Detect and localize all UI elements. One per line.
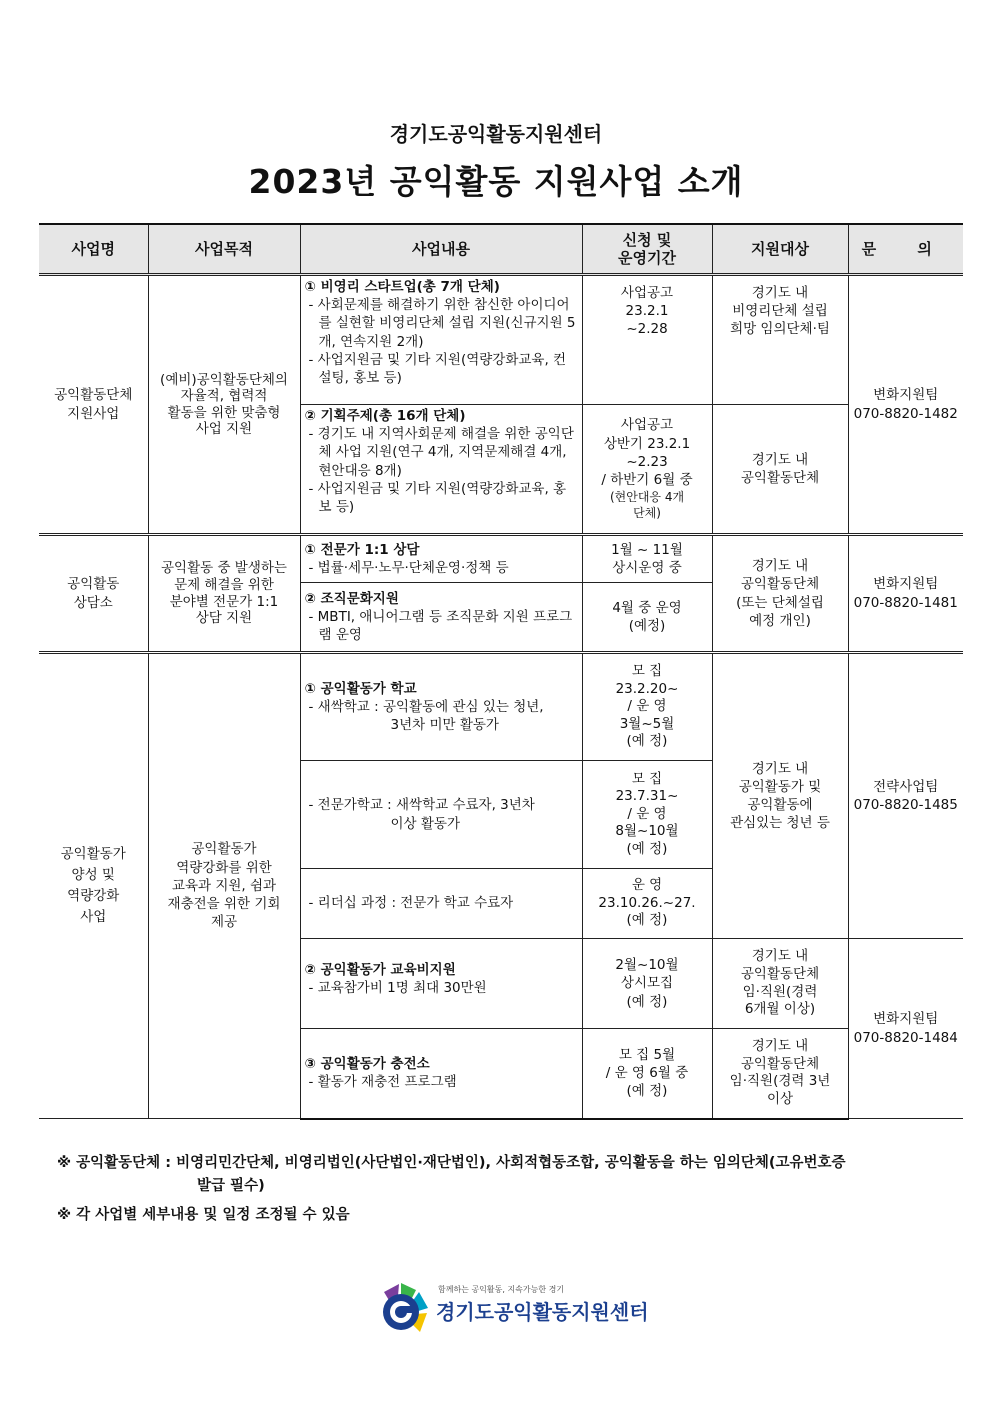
content-title: ② 조직문화지원: [304, 590, 399, 607]
content-line: - 리더십 과정 : 전문가 학교 수료자: [308, 895, 514, 912]
program-name: 공익활동 상담소: [39, 535, 148, 653]
program-target: 경기도 내 공익활동단체 (또는 단체설립 예정 개인): [712, 535, 848, 653]
program-content: [300, 939, 582, 1029]
program-target: 경기도 내 비영리단체 설립 희망 임의단체·팀: [712, 275, 848, 405]
program-period: 2월~10월 상시모집 (예 정): [582, 939, 712, 1029]
table-row: [39, 535, 963, 583]
footnote-schedule-change: ※ 각 사업별 세부내용 및 일정 조정될 수 있음: [57, 1207, 350, 1224]
program-period: 사업공고 23.2.1 ~2.28: [582, 275, 712, 405]
program-contact: 변화지원팀 070-8820-1481: [848, 535, 963, 653]
program-contact: 전략사업팀 070-8820-1485: [848, 653, 963, 939]
program-contact: 변화지원팀 070-8820-1482: [848, 275, 963, 535]
content-title: ② 기획주제(총 16개 단체): [304, 408, 466, 424]
content-line: - 교육참가비 1명 최대 30만원: [308, 980, 487, 997]
program-target: 경기도 내 공익활동단체 임·직원(경력 6개월 이상): [712, 939, 848, 1029]
program-content: [300, 275, 582, 405]
content-line: - 활동가 재충전 프로그램: [308, 1074, 457, 1091]
program-content: [300, 535, 582, 583]
program-content: [300, 869, 582, 939]
content-title: ① 공익활동가 학교: [304, 680, 417, 697]
program-period: 4월 중 운영 (예정): [582, 583, 712, 653]
footnotes: [57, 1152, 957, 1228]
content-title: ① 전문가 1:1 상담: [304, 541, 420, 558]
table-row: [39, 653, 963, 761]
header-name: 사업명: [39, 224, 148, 275]
program-period: 모 집 5월 / 운 영 6월 중 (예 정): [582, 1029, 712, 1119]
program-target: 경기도 내 공익활동단체 임·직원(경력 3년 이상: [712, 1029, 848, 1119]
period-text: 사업공고 상반기 23.2.1 ~2.23 / 하반기 6월 중: [601, 417, 693, 489]
footnote-org-definition-cont: 발급 필수): [197, 1178, 265, 1195]
program-period: 모 집 23.2.20~ / 운 영 3월~5월 (예 정): [582, 653, 712, 761]
header-contact: 문 의: [848, 224, 963, 275]
content-title: ① 비영리 스타트업(총 7개 단체): [304, 279, 500, 295]
header-target: 지원대상: [712, 224, 848, 275]
program-purpose: 공익활동 중 발생하는 문제 해결을 위한 분야별 전문가 1:1 상담 지원: [148, 535, 300, 653]
program-purpose: 공익활동가 역량강화를 위한 교육과 지원, 쉼과 재충전을 위한 기회 제공: [148, 653, 300, 1119]
content-line: - 전문가학교 : 새싹학교 수료자, 3년차: [308, 797, 535, 814]
period-note: (현안대응 4개 단체): [609, 490, 685, 521]
content-line: 3년차 미만 활동가: [390, 717, 499, 734]
program-period: 1월 ~ 11월 상시운영 중: [582, 535, 712, 583]
logo-emblem-icon: [370, 1280, 432, 1340]
program-content: [300, 1029, 582, 1119]
content-line: - 법률·세무·노무·단체운영·정책 등: [308, 560, 509, 576]
program-table: [39, 223, 963, 1120]
program-content: [300, 761, 582, 869]
program-name: 공익활동가 양성 및 역량강화 사업: [39, 653, 148, 1119]
content-line: - MBTI, 애니어그램 등 조직문화 지원 프로그램 운영: [308, 608, 573, 644]
content-line: 이상 활동가: [390, 815, 460, 832]
footnote-org-definition: ※ 공익활동단체 : 비영리민간단체, 비영리법인(사단법인·재단법인), 사회적협동조합, 공익활동을 하는 임의단체(고유번호증: [57, 1155, 846, 1171]
content-line: - 경기도 내 지역사회문제 해결을 위한 공익단체 사업 지원(연구 4개, 지역문제해결 4개, 현안대응 8개): [308, 426, 574, 479]
program-content: [300, 405, 582, 535]
content-line: - 사회문제를 해결하기 위한 참신한 아이디어를 실현할 비영리단체 설립 지원(신규지원 5개, 연속지원 2개): [308, 297, 576, 350]
program-content: [300, 583, 582, 653]
header-period: 신청 및 운영기간: [582, 224, 712, 275]
header-purpose: 사업목적: [148, 224, 300, 275]
program-period: [582, 405, 712, 535]
program-period: 모 집 23.7.31~ / 운 영 8월~10월 (예 정): [582, 761, 712, 869]
page-title: 2023년 공익활동 지원사업 소개: [248, 162, 744, 201]
program-target: 경기도 내 공익활동단체: [712, 405, 848, 535]
center-logo: [370, 1280, 650, 1340]
program-contact: 변화지원팀 070-8820-1484: [848, 939, 963, 1119]
content-line: - 새싹학교 : 공익활동에 관심 있는 청년,: [308, 698, 544, 715]
header-content: 사업내용: [300, 224, 582, 275]
program-name: 공익활동단체 지원사업: [39, 275, 148, 535]
content-line: - 사업지원금 및 기타 지원(역량강화교육, 컨설팅, 홍보 등): [308, 351, 567, 387]
org-subtitle: 경기도공익활동지원센터: [389, 122, 603, 146]
content-line: - 사업지원금 및 기타 지원(역량강화교육, 홍보 등): [308, 480, 567, 516]
table-header-row: [39, 224, 963, 275]
table-row: [39, 275, 963, 405]
logo-tagline: 함께하는 공익활동, 지속가능한 경기: [438, 1285, 565, 1294]
content-title: ② 공익활동가 교육비지원: [304, 962, 456, 978]
program-target: 경기도 내 공익활동가 및 공익활동에 관심있는 청년 등: [712, 653, 848, 939]
program-period: 운 영 23.10.26.~27. (예 정): [582, 869, 712, 939]
logo-name: 경기도공익활동지원센터: [436, 1300, 649, 1324]
program-purpose: (예비)공익활동단체의 자율적, 협력적 활동을 위한 맞춤형 사업 지원: [148, 275, 300, 535]
program-content: [300, 653, 582, 761]
content-title: ③ 공익활동가 충전소: [304, 1056, 430, 1073]
